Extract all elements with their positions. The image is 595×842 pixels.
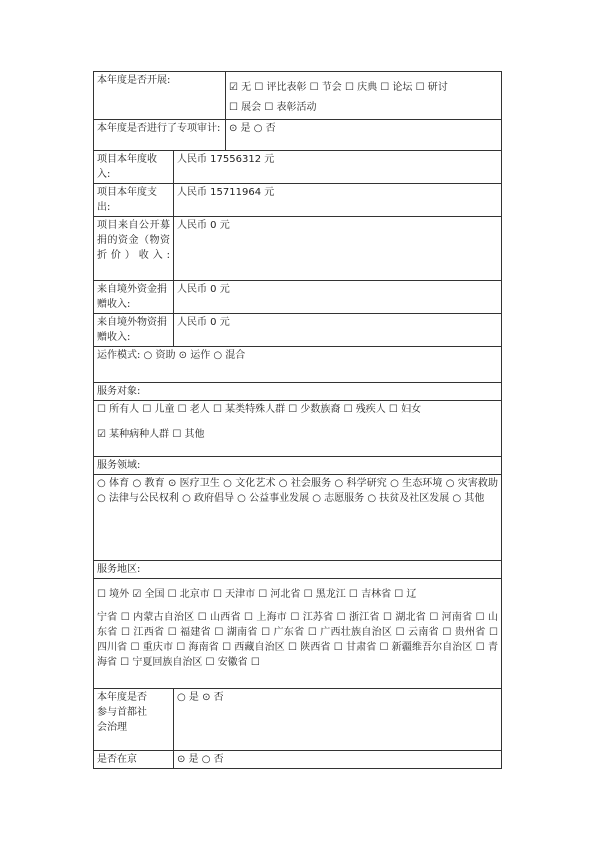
capital-row: [94, 689, 502, 751]
audit-options[interactable]: ⊙ 是 ○ 否: [226, 120, 502, 151]
activity-options: [226, 72, 502, 120]
mode-options[interactable]: 运作模式: ○ 资助 ⊙ 运作 ○ 混合: [94, 347, 502, 383]
in-beijing-row: [94, 751, 502, 769]
target-options-row: [94, 401, 502, 457]
audit-row: [94, 120, 502, 151]
capital-label-cell: [94, 689, 174, 751]
activity-label: 本年度是否开展:: [94, 72, 226, 120]
public-fund-label: 项目来自公开募捐的资金（物资折价）收入:: [94, 217, 174, 281]
target-label-row: [94, 383, 502, 401]
overseas-goods-value: 人民币 0 元: [174, 314, 502, 347]
activity-options-line2[interactable]: ☐ 展会 ☐ 表彰活动: [229, 102, 317, 113]
project-info-table: [93, 71, 502, 769]
mode-row: [94, 347, 502, 383]
expense-label: 项目本年度支出:: [94, 184, 174, 217]
overseas-goods-label: 来自境外物资捐赠收入:: [94, 314, 174, 347]
overseas-fund-value: 人民币 0 元: [174, 281, 502, 314]
region-label: 服务地区:: [94, 561, 502, 579]
target-options-line1[interactable]: ☐ 所有人 ☐ 儿童 ☐ 老人 ☐ 某类特殊人群 ☐ 少数族裔 ☐ 残疾人 ☐ 妇女: [97, 404, 422, 415]
overseas-fund-label: 来自境外资金捐赠收入:: [94, 281, 174, 314]
target-label: 服务对象:: [94, 383, 502, 401]
income-label: 项目本年度收入:: [94, 151, 174, 184]
target-options: [94, 401, 502, 457]
expense-value: 人民币 15711964 元: [174, 184, 502, 217]
field-label-row: [94, 457, 502, 475]
overseas-fund-row: [94, 281, 502, 314]
region-options: [94, 579, 502, 689]
activity-row: [94, 72, 502, 120]
region-options-rest[interactable]: 宁省 ☐ 内蒙古自治区 ☐ 山西省 ☐ 上海市 ☐ 江苏省 ☐ 浙江省 ☐ 湖北省 ☐ 河南省 ☐ 山东省 ☐ 江西省 ☐ 福建省 ☐ 湖南省 ☐ 广东省 ☐ 广西壮族自治区 ☐ 云南省 ☐ 贵州省 ☐ 四川省 ☐ 重庆市 ☐ 海南省 ☐ 西藏自治区 ☐ 陕西省 ☐ 甘肃省 ☐ 新疆维吾尔自治区 ☐ 青海省 ☐ 宁夏回族自治区 ☐ 安徽省 ☐: [97, 612, 498, 668]
field-label: 服务领域:: [94, 457, 502, 475]
capital-options[interactable]: ○ 是 ⊙ 否: [174, 689, 502, 751]
in-beijing-label: 是否在京: [94, 751, 174, 769]
region-options-row: [94, 579, 502, 689]
audit-label: 本年度是否进行了专项审计:: [94, 120, 226, 151]
region-label-row: [94, 561, 502, 579]
income-row: [94, 151, 502, 184]
capital-label: 本年度是否参与首都社会治理: [97, 692, 147, 733]
region-options-line1[interactable]: ☐ 境外 ☑ 全国 ☐ 北京市 ☐ 天津市 ☐ 河北省 ☐ 黑龙江 ☐ 吉林省 ☐ 辽: [97, 589, 417, 600]
field-options[interactable]: ○ 体育 ○ 教育 ⊙ 医疗卫生 ○ 文化艺术 ○ 社会服务 ○ 科学研究 ○ 生态环境 ○ 灾害救助 ○ 法律与公民权利 ○ 政府倡导 ○ 公益事业发展 ○ 志愿服务 ○ 扶贫及社区发展 ○ 其他: [94, 475, 502, 561]
target-options-line2[interactable]: ☑ 某种病种人群 ☐ 其他: [97, 429, 205, 440]
activity-options-line1[interactable]: ☑ 无 ☐ 评比表彰 ☐ 节会 ☐ 庆典 ☐ 论坛 ☐ 研讨: [229, 82, 448, 93]
public-fund-value: 人民币 0 元: [174, 217, 502, 281]
in-beijing-options[interactable]: ⊙ 是 ○ 否: [174, 751, 502, 769]
income-value: 人民币 17556312 元: [174, 151, 502, 184]
overseas-goods-row: [94, 314, 502, 347]
public-fund-row: [94, 217, 502, 281]
expense-row: [94, 184, 502, 217]
project-form-page: [93, 71, 501, 769]
field-options-row: [94, 475, 502, 561]
